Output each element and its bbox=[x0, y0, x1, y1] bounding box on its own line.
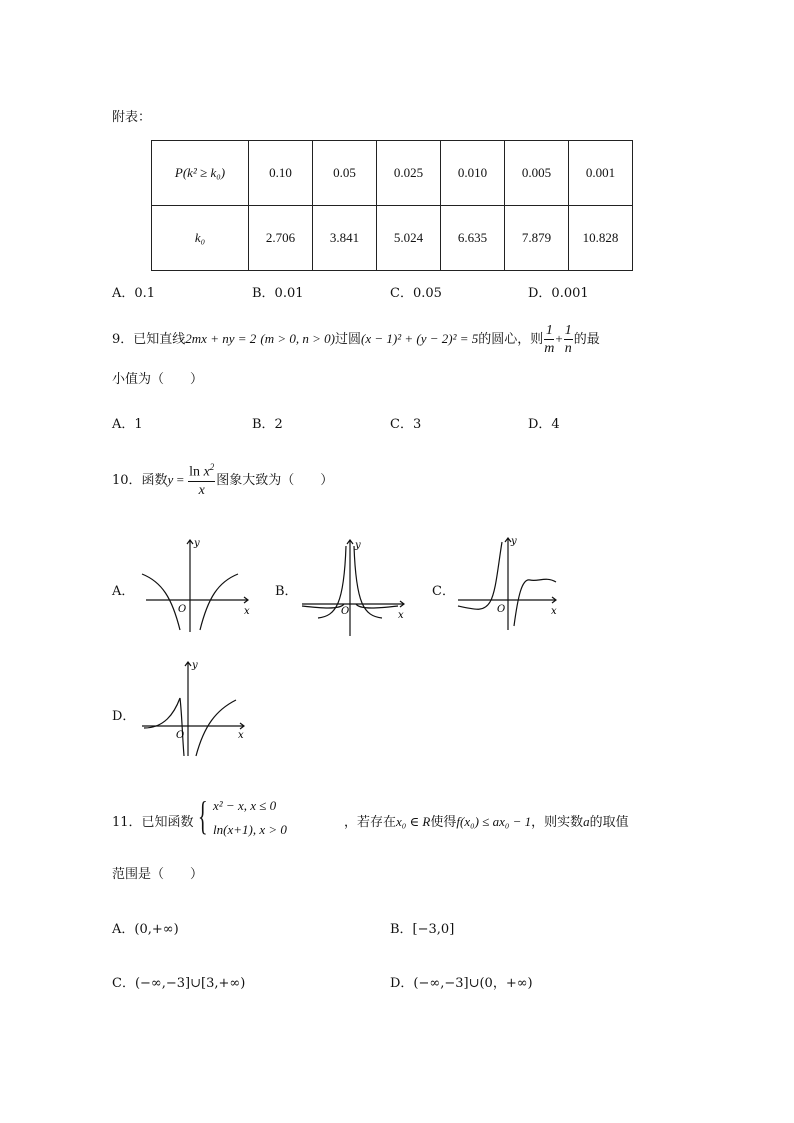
q9-option-b[interactable]: B．2 bbox=[252, 417, 283, 432]
q11-option-d[interactable]: D．(−∞,−3]∪(0，+∞) bbox=[390, 976, 533, 991]
table-cell: 0.10 bbox=[249, 141, 313, 206]
y-axis-label: y bbox=[355, 540, 361, 551]
table-cell: 5.024 bbox=[377, 206, 441, 271]
y-axis-label: y bbox=[192, 660, 198, 671]
appendix-label: 附表： bbox=[112, 110, 152, 125]
q10-prefix: 10．函数 bbox=[112, 473, 168, 488]
q11-option-a[interactable]: A．(0,+∞) bbox=[112, 922, 179, 937]
table-row bbox=[152, 141, 633, 206]
q9-tail1: 的圆心，则 bbox=[478, 332, 544, 347]
q10-function-fraction: $\frac{\ln x^2}{x}$ bbox=[189, 462, 215, 498]
origin-label: O bbox=[341, 606, 350, 617]
q9-option-d[interactable]: D．4 bbox=[528, 417, 560, 432]
y-axis-label: y bbox=[194, 538, 200, 549]
q11-mid2: 使得 bbox=[430, 815, 457, 830]
table-cell: 0.05 bbox=[313, 141, 377, 206]
table-cell: 10.828 bbox=[569, 206, 633, 271]
q10-suffix: 图象大致为（ ） bbox=[216, 473, 334, 488]
table-cell: 3.841 bbox=[313, 206, 377, 271]
x-axis-label: x bbox=[244, 606, 250, 617]
fraction-1-over-m: $\frac{1}{m}$ bbox=[544, 322, 555, 356]
table-header-k0: k₀ bbox=[152, 206, 249, 271]
graph-d[interactable] bbox=[140, 660, 248, 760]
q11-piece1: x² − x, x ≤ 0 bbox=[213, 798, 277, 813]
table-cell: 0.025 bbox=[377, 141, 441, 206]
q11-condition: x₀ ∈ R bbox=[396, 814, 431, 829]
table-header-probability: P(k² ≥ k₀) bbox=[152, 141, 249, 206]
q9-option-c[interactable]: C．3 bbox=[390, 417, 422, 432]
q9-line-equation: 2mx + ny = 2 bbox=[185, 331, 257, 346]
y-axis-label: y bbox=[511, 536, 517, 547]
q11-option-c[interactable]: C．(−∞,−3]∪[3,+∞) bbox=[112, 976, 246, 991]
q10-function bbox=[112, 461, 118, 499]
x-axis-label: x bbox=[551, 606, 557, 617]
origin-label: O bbox=[178, 604, 187, 615]
q10-option-b[interactable]: B． bbox=[275, 584, 298, 599]
q11-line2: 范围是（ ） bbox=[112, 867, 204, 882]
table-cell: 0.010 bbox=[441, 141, 505, 206]
origin-label: O bbox=[497, 604, 506, 615]
q11-mid: ，若存在 bbox=[344, 815, 397, 830]
table-cell: 7.879 bbox=[505, 206, 569, 271]
table-row bbox=[152, 206, 633, 271]
q11-tail2: 的取值 bbox=[589, 815, 629, 830]
table-cell: 0.001 bbox=[569, 141, 633, 206]
x-axis-label: x bbox=[238, 730, 244, 741]
q9-circle-equation: (x − 1)² + (y − 2)² = 5 bbox=[361, 331, 479, 346]
origin-label: O bbox=[176, 730, 185, 741]
q8-option-a[interactable]: A．0.1 bbox=[112, 286, 156, 301]
x-axis-label: x bbox=[398, 610, 404, 621]
q9-condition: (m > 0, n > 0) bbox=[260, 331, 335, 346]
q9-prefix: 9．已知直线 bbox=[112, 332, 186, 347]
q10-option-c[interactable]: C． bbox=[432, 584, 455, 599]
table-cell: 0.005 bbox=[505, 141, 569, 206]
q9-stem: 9．已知直线2mx + ny = 2 (m > 0, n > 0)过圆(x − 1)² + (y − 2)² = 5的圆心，则 $\frac{1}{m}$ + $\frac{1}{n}$ 的最 bbox=[112, 322, 600, 356]
q11-piece2: ln(x+1), x > 0 bbox=[213, 822, 287, 837]
q10-stem: 10．函数y = $\frac{\ln x^2}{x}$ 图象大致为（ ） bbox=[112, 462, 334, 498]
q9-tail2: 的最 bbox=[573, 332, 600, 347]
q9-option-a[interactable]: A．1 bbox=[112, 417, 143, 432]
q9-line2: 小值为（ ） bbox=[112, 372, 204, 387]
q11-prefix: 11．已知函数 bbox=[112, 815, 194, 830]
q11-inequality: f(x₀) ≤ ax₀ − 1 bbox=[456, 814, 532, 829]
q9-expression bbox=[112, 323, 117, 355]
q8-option-b[interactable]: B．0.01 bbox=[252, 286, 304, 301]
q9-mid: 过圆 bbox=[335, 332, 362, 347]
q11-tail: ，则实数 bbox=[531, 815, 584, 830]
q10-option-a[interactable]: A． bbox=[112, 584, 135, 599]
table-cell: 2.706 bbox=[249, 206, 313, 271]
q11-var: a bbox=[583, 814, 590, 829]
critical-value-table bbox=[151, 140, 633, 271]
graph-b[interactable] bbox=[300, 538, 408, 638]
table-cell: 6.635 bbox=[441, 206, 505, 271]
piecewise-brace: { bbox=[198, 793, 208, 838]
q11-stem-rest bbox=[344, 811, 629, 830]
graph-a[interactable] bbox=[140, 538, 252, 634]
q8-option-d[interactable]: D．0.001 bbox=[528, 286, 589, 301]
fraction-1-over-n: $\frac{1}{n}$ bbox=[564, 322, 572, 356]
q11-option-b[interactable]: B．[−3,0] bbox=[390, 922, 455, 937]
q8-option-c[interactable]: C．0.05 bbox=[390, 286, 442, 301]
graph-c[interactable] bbox=[456, 536, 560, 632]
q10-option-d[interactable]: D． bbox=[112, 709, 136, 724]
